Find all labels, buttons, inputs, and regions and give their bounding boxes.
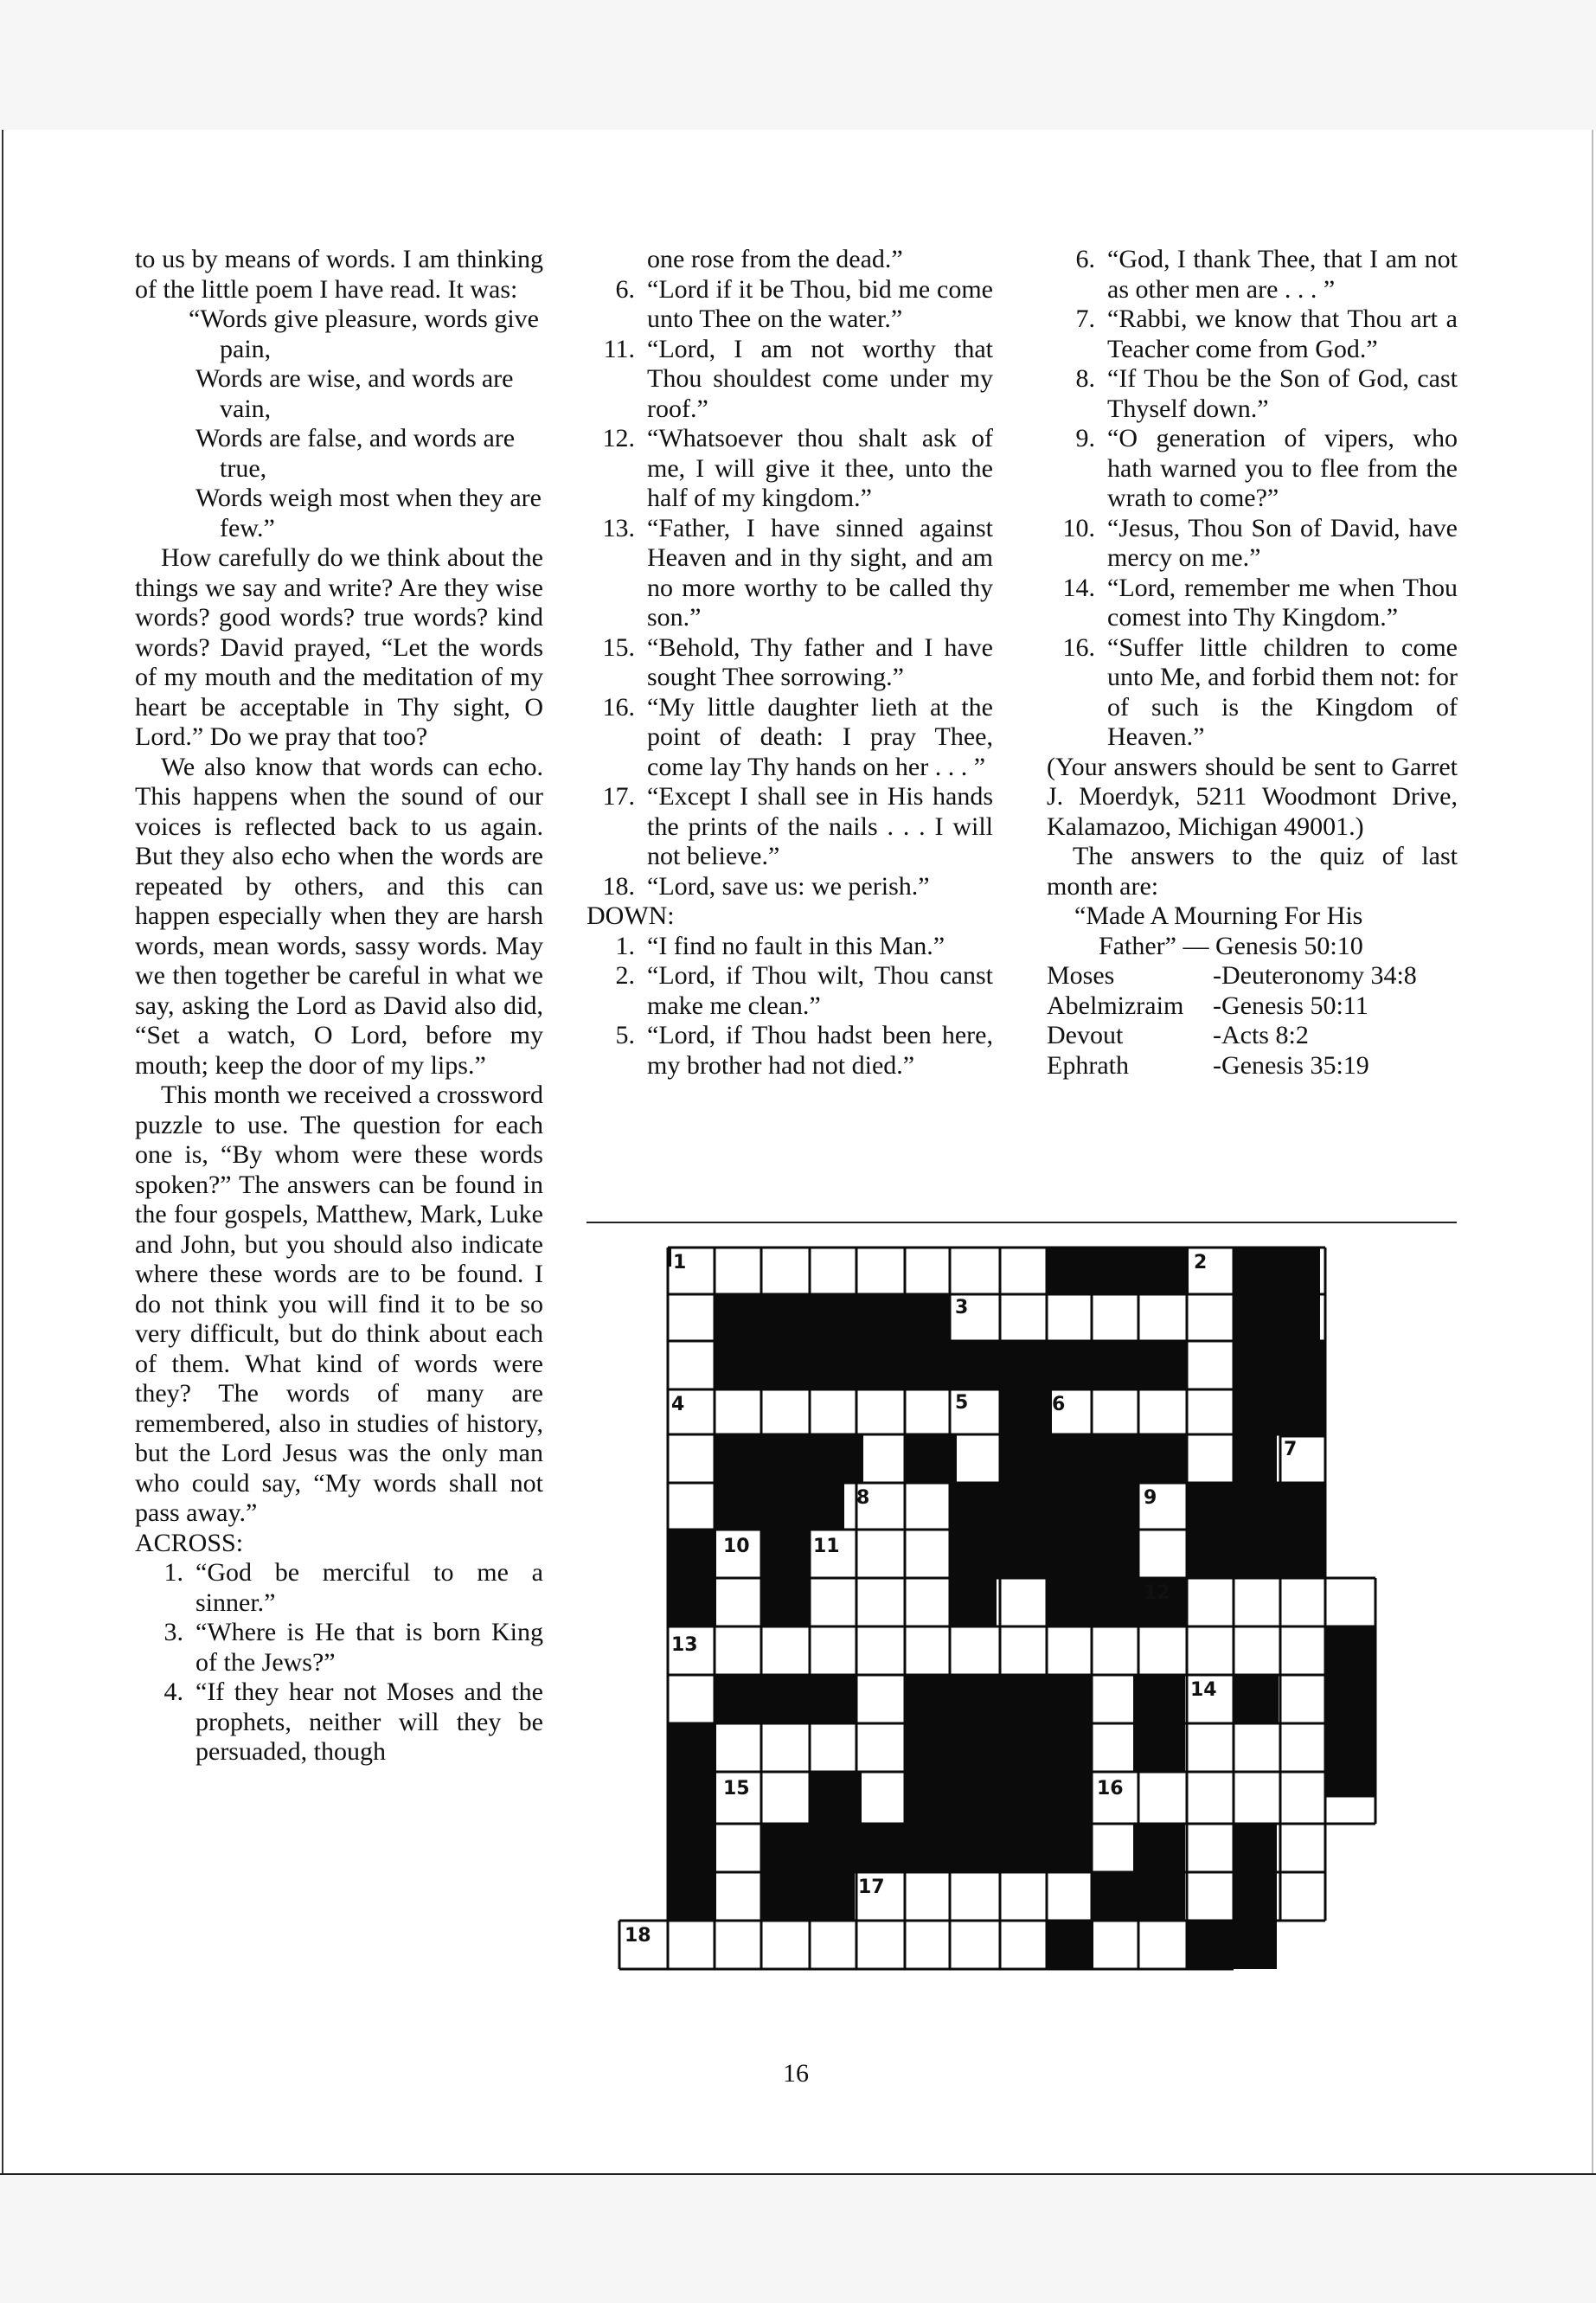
crossword-black-area <box>950 1530 1138 1578</box>
crossword-black-area <box>1187 1530 1325 1578</box>
crossword-black-area <box>668 1872 716 1921</box>
crossword-black-area <box>1000 1434 1187 1483</box>
crossword-black-area <box>668 1772 716 1824</box>
crossword-black-area <box>950 1483 1138 1530</box>
clue-number: 10. <box>1062 513 1095 542</box>
clue-number: 1. <box>615 931 635 960</box>
crossword-black-area <box>905 1723 1092 1772</box>
paragraph-echo: We also know that words can echo. This happens when the sound of our voices is reflected back to us again. But they also echo when the words are repeated by others, and this can happen especially when they are harsh words, mean words, sassy words. May we then together be careful in what we say, asking the Lord as David also did, “Set a watch, O Lord, before my mouth; keep the door of my lips.” <box>135 752 543 1080</box>
mailing-address: (Your answers should be sent to Garret J. Moerdyk, 5211 Woodmont Drive, Kalamazoo, Michigan 49001.) <box>1047 752 1458 841</box>
crossword-black-area <box>1325 1626 1375 1796</box>
crossword-black-area <box>950 1578 997 1626</box>
poem-line: Words weigh most when they are few.” <box>195 484 542 542</box>
clue-number: 15. <box>602 632 635 662</box>
poem-line: Words are wise, and words are vain, <box>195 364 514 423</box>
crossword-black-area <box>905 1772 1092 1824</box>
clue-number: 3. <box>163 1618 183 1646</box>
crossword-clue-number: 8 <box>856 1487 870 1509</box>
crossword-black-area <box>1234 1434 1277 1483</box>
crossword-black-area <box>1234 1824 1277 1872</box>
crossword-clue-number: 15 <box>723 1778 750 1799</box>
crossword-black-area <box>1047 1921 1093 1969</box>
clue-number: 8. <box>1075 364 1095 393</box>
crossword-clue-number: 1 <box>673 1252 687 1273</box>
clue-text: “O generation of vipers, who hath warned you to flee from the wrath to come?” <box>1107 424 1458 512</box>
crossword-black-area <box>668 1578 716 1626</box>
crossword-black-area <box>668 1530 716 1578</box>
clue-text: “Lord, save us: we perish.” <box>647 871 930 901</box>
crossword-clue-number: 13 <box>671 1634 698 1656</box>
crossword-clue-number: 12 <box>1144 1582 1170 1604</box>
crossword-black-area <box>761 1872 855 1921</box>
clue-number: 1. <box>163 1558 183 1587</box>
crossword-black-area <box>668 1824 716 1872</box>
clue-text: “Suffer little children to come unto Me, and forbid them not: for of such is the Kingdom of Heaven.” <box>1107 632 1458 751</box>
clue-number: 13. <box>602 513 635 542</box>
crossword-clue-number: 7 <box>1284 1439 1298 1460</box>
answer-name: Abelmizraim <box>1047 991 1184 1020</box>
crossword-clue-number: 4 <box>671 1394 685 1415</box>
crossword-clue-number: 16 <box>1097 1778 1124 1799</box>
crossword-black-area <box>1000 1389 1052 1434</box>
clue-text: “Whatsoever thou shalt ask of me, I will give it thee, unto the half of my kingdom.” <box>647 424 993 512</box>
clue-text: “God be merciful to me a sinner.” <box>195 1558 543 1617</box>
clue-number: 17. <box>602 782 635 811</box>
crossword-black-area <box>1133 1723 1185 1772</box>
crossword-clue-number: 11 <box>813 1536 840 1557</box>
clue-number: 4. <box>163 1678 183 1706</box>
down-heading: DOWN: <box>586 901 675 930</box>
answers-quote-line: “Made A Mourning For His <box>1074 901 1363 930</box>
answer-reference: -Acts 8:2 <box>1213 1021 1309 1049</box>
crossword-clue-number: 3 <box>955 1297 969 1318</box>
clue-text: “Jesus, Thou Son of David, have mercy on me.” <box>1107 513 1458 572</box>
crossword-black-area <box>715 1294 950 1341</box>
crossword-clue-number: 9 <box>1144 1487 1157 1509</box>
crossword-black-area <box>905 1675 1092 1723</box>
clue-text: “My little daughter lieth at the point of death: I pray Thee, come lay Thy hands on her . . . ” <box>647 692 993 781</box>
answer-reference: -Genesis 35:19 <box>1213 1050 1369 1080</box>
clue-number: 6. <box>1075 245 1095 273</box>
crossword-black-area <box>1187 1921 1277 1969</box>
clue-text: “Rabbi, we know that Thou art a Teacher come from God.” <box>1107 305 1458 363</box>
clue-text: “Behold, Thy father and I have sought Thee sorrowing.” <box>647 632 993 691</box>
clue-number: 16. <box>1062 632 1095 662</box>
paragraph-crossword: This month we received a crossword puzzle to use. The question for each one is, “By whom were these words spoken?” The answers can be found in the four gospels, Matthew, Mark, Luke and John, but you should also indicate where these words are to be found. I do not think you will find it to be so very difficult, but do think about each of them. What kind of words were they? The words of many are remembered, also in studies of history, but the Lord Jesus was the only man who could say, “My words shall not pass away.” <box>135 1081 543 1527</box>
clue-text: “Father, I have sinned against Heaven and in thy sight, and am no more worthy to be called thy son.” <box>647 513 993 632</box>
paragraph-intro: to us by means of words. I am thinking of the little poem I have read. It was: <box>135 245 543 304</box>
clue-number: 7. <box>1075 305 1095 333</box>
crossword-clue-number: 17 <box>858 1876 885 1898</box>
answer-reference: -Genesis 50:11 <box>1213 991 1368 1020</box>
clue-text: one rose from the dead.” <box>647 245 903 273</box>
clue-text: “Except I shall see in His hands the prints of the nails . . . I will not believe.” <box>647 782 993 870</box>
clue-text: “Lord, if Thou wilt, Thou canst make me clean.” <box>647 961 993 1020</box>
crossword-clue-number: 5 <box>955 1392 969 1414</box>
crossword-black-area <box>1133 1824 1185 1872</box>
crossword-clue-number: 14 <box>1190 1679 1217 1701</box>
clue-text: “Where is He that is born King of the Jews?” <box>195 1618 543 1677</box>
answer-name: Devout <box>1047 1021 1124 1049</box>
crossword-black-area <box>1047 1248 1189 1294</box>
clue-number: 11. <box>603 334 635 363</box>
clue-number: 5. <box>615 1021 635 1049</box>
crossword-clue-number: 2 <box>1194 1252 1208 1273</box>
crossword-black-area <box>761 1530 810 1578</box>
answers-intro: The answers to the quiz of last month are: <box>1047 842 1458 901</box>
crossword-black-area <box>1234 1872 1277 1921</box>
across-heading: ACROSS: <box>135 1528 244 1557</box>
crossword-black-area <box>715 1675 856 1723</box>
clue-number: 16. <box>602 692 635 722</box>
clue-number: 12. <box>602 424 635 452</box>
crossword-clue-number: 10 <box>723 1536 750 1557</box>
poem-line: Words are false, and words are true, <box>195 424 516 483</box>
clue-text: “Lord, remember me when Thou comest into Thy Kingdom.” <box>1107 573 1458 632</box>
crossword-clue-number: 6 <box>1052 1394 1066 1415</box>
crossword-clue-number: 18 <box>625 1925 651 1947</box>
clue-number: 6. <box>615 274 635 304</box>
poem-line: “Words give pleasure, words give pain, <box>189 305 539 363</box>
crossword-black-area <box>761 1578 810 1626</box>
clue-text: “Lord, I am not worthy that Thou shouldest come under my roof.” <box>647 334 993 423</box>
paragraph-careful: How carefully do we think about the things we say and write? Are they wise words? good words? true words? kind words? David prayed, “Let the words of my mouth and the meditation of my heart be acceptable in Thy sight, O Lord.” Do we pray that too? <box>135 543 543 751</box>
answers-quote-line: Father” — Genesis 50:10 <box>1099 931 1363 960</box>
answer-name: Ephrath <box>1047 1050 1129 1080</box>
clue-text: “If they hear not Moses and the prophets, neither will they be persuaded, though <box>195 1678 543 1766</box>
clue-text: “God, I thank Thee, that I am not as other men are . . . ” <box>1107 245 1458 304</box>
clue-text: “Lord if it be Thou, bid me come unto Thee on the water.” <box>647 274 993 333</box>
answer-name: Moses <box>1047 961 1115 990</box>
scan-margin-bottom <box>0 2173 1596 2303</box>
crossword-black-area <box>1234 1675 1279 1723</box>
clue-number: 2. <box>615 961 635 990</box>
crossword-black-area <box>715 1483 844 1530</box>
page-number: 16 <box>783 2059 809 2088</box>
crossword-black-area <box>668 1723 716 1772</box>
clue-text: “If Thou be the Son of God, cast Thyself down.” <box>1107 364 1458 423</box>
clue-number: 9. <box>1075 424 1095 452</box>
clue-number: 18. <box>602 871 635 901</box>
crossword-black-area <box>1133 1675 1185 1723</box>
crossword-black-area <box>810 1772 862 1824</box>
clue-number: 14. <box>1062 573 1095 602</box>
answer-reference: -Deuteronomy 34:8 <box>1213 961 1417 990</box>
crossword-black-area <box>1187 1483 1325 1530</box>
clue-text: “I find no fault in this Man.” <box>647 931 945 960</box>
crossword-black-area <box>715 1434 863 1483</box>
clue-text: “Lord, if Thou hadst been here, my brother had not died.” <box>647 1021 993 1080</box>
